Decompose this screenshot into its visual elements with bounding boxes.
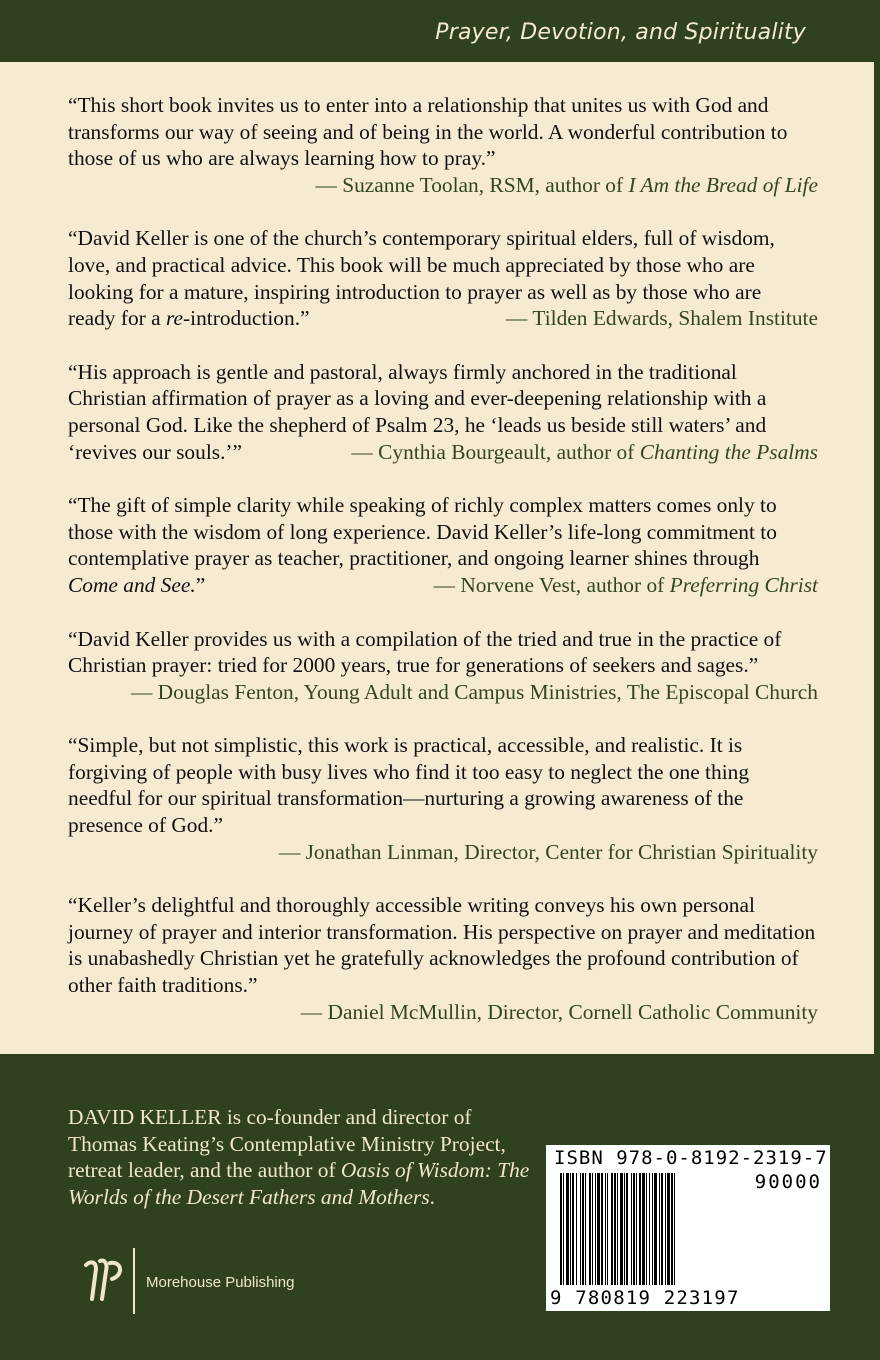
quote-last-line xyxy=(68,439,818,466)
barcode-bar xyxy=(605,1173,606,1285)
barcode-bar xyxy=(654,1173,657,1285)
endorsement-1 xyxy=(68,92,818,198)
barcode-bar xyxy=(639,1173,641,1285)
barcode-bar xyxy=(652,1173,653,1285)
quote-text-end-pre: ready for a xyxy=(68,306,166,331)
barcode-bar xyxy=(617,1173,618,1285)
quote-text-end-italic: Come and See. xyxy=(68,572,196,597)
quote-text-end xyxy=(68,572,205,599)
barcode-bar xyxy=(585,1173,586,1285)
bio-text: DAVID KELLER is co-founder and director of Thomas Keating’s Contemplative Ministry Project, retreat leader, and the author of xyxy=(68,1105,506,1183)
top-band xyxy=(0,0,880,62)
barcode-bar xyxy=(659,1173,660,1285)
barcode-bar xyxy=(589,1173,591,1285)
bio-end: . xyxy=(429,1184,436,1209)
ean-digits: 9 780819 223197 xyxy=(550,1287,740,1309)
barcode-bar xyxy=(580,1173,581,1285)
attribution-name: — Norvene Vest, author of xyxy=(433,572,670,597)
endorsement-2 xyxy=(68,225,818,331)
barcode-bar xyxy=(633,1173,635,1285)
barcode-bar xyxy=(642,1173,645,1285)
barcode-bar xyxy=(595,1173,596,1285)
isbn-text: ISBN 978-0-8192-2319-7 xyxy=(554,1147,828,1169)
quote-text-end-post: ” xyxy=(195,572,206,597)
quote-text-end-italic: re xyxy=(165,306,184,331)
barcode-bar xyxy=(570,1173,571,1285)
barcode-bar xyxy=(636,1173,637,1285)
endorsement-7 xyxy=(68,892,818,1025)
attribution-work: Chanting the Psalms xyxy=(639,439,818,464)
quote-text: “David Keller provides us with a compilation of the tried and true in the practice of Christian prayer: tried for 2000 years, true for generations of seekers and sages.” xyxy=(68,626,782,678)
quote-last-line xyxy=(68,305,818,332)
attribution-work: I Am the Bread of Life xyxy=(628,172,818,197)
quote-attribution xyxy=(434,572,818,599)
attribution-name: — Cynthia Bourgeault, author of xyxy=(351,439,640,464)
quote-text-end xyxy=(68,305,310,332)
publisher-logo-icon xyxy=(80,1255,126,1305)
barcode-bar xyxy=(646,1173,647,1285)
quote-text: “Simple, but not simplistic, this work is practical, accessible, and realistic. It is forgiving of people with busy lives who find it too easy to neglect the one thing needful for our spiritual transformation—nurturing a growing awareness of the presence of God.” xyxy=(68,733,750,838)
barcode-bar xyxy=(667,1173,670,1285)
attribution-name: — Suzanne Toolan, RSM, author of xyxy=(315,172,629,197)
isbn-barcode xyxy=(546,1145,830,1311)
barcode-bar xyxy=(582,1173,584,1285)
barcode-bar xyxy=(620,1173,623,1285)
series-label: Prayer, Devotion, and Spirituality xyxy=(435,20,806,45)
barcode-bar xyxy=(560,1173,562,1285)
quote-last-line xyxy=(68,572,818,599)
author-bio xyxy=(68,1104,538,1210)
barcode-bar xyxy=(607,1173,608,1285)
quote-attribution xyxy=(351,439,818,466)
barcode-bar xyxy=(576,1173,577,1285)
quote-attribution: — Daniel McMullin, Director, Cornell Catholic Community xyxy=(300,999,818,1024)
price-code: 90000 xyxy=(754,1171,822,1193)
barcode-bar xyxy=(665,1173,666,1285)
quote-text-end: ‘revives our souls.’” xyxy=(68,439,243,464)
barcode-bar xyxy=(614,1173,616,1285)
barcode-bar xyxy=(601,1173,603,1285)
quote-text: “Keller’s delightful and thoroughly accessible writing conveys his own personal journey of prayer and interior transformation. His perspective on prayer and meditation is unabashedly Christian yet he gratefully acknowledges the profound contribution of other faith traditions.” xyxy=(68,893,816,998)
barcode-bar xyxy=(674,1173,675,1285)
barcode-bar xyxy=(671,1173,673,1285)
barcode-bar xyxy=(626,1173,628,1285)
barcode-bar xyxy=(592,1173,593,1285)
publisher-name: Morehouse Publishing xyxy=(146,1274,295,1291)
barcode-bar xyxy=(649,1173,650,1285)
endorsement-4 xyxy=(68,492,818,598)
bio-book-title: Oasis of Wisdom: The Worlds of the Desert Fathers and Mothers xyxy=(68,1158,530,1209)
barcode-bar xyxy=(624,1173,625,1285)
quote-attribution xyxy=(68,172,818,199)
endorsement-5 xyxy=(68,626,818,706)
quote-text: “David Keller is one of the church’s contemporary spiritual elders, full of wisdom, love, and practical advice. This book will be much appreciated by those who are looking for a mature, inspiring introduction to prayer as well as by those who are xyxy=(68,226,775,304)
endorsements xyxy=(68,92,818,1052)
barcode-bars xyxy=(560,1173,736,1287)
quote-text-end-post: -introduction.” xyxy=(183,306,310,331)
quote-text: “This short book invites us to enter into a relationship that unites us with God and transforms our way of seeing and of being in the world. A wonderful contribution to those of us who are always learning how to pray.” xyxy=(68,93,788,171)
endorsement-6 xyxy=(68,732,818,865)
logo-divider xyxy=(133,1248,135,1314)
quote-text: “The gift of simple clarity while speaking of richly complex matters comes only to those with the wisdom of long experience. David Keller’s life-long commitment to contemplative prayer as teacher, practitioner, and ongoing learner shines through xyxy=(68,493,777,571)
barcode-bar xyxy=(572,1173,574,1285)
barcode-bar xyxy=(597,1173,600,1285)
attribution-work: Preferring Christ xyxy=(669,572,818,597)
quote-text: “His approach is gentle and pastoral, always firmly anchored in the traditional Christian affirmation of prayer as a loving and ever-deepening relationship with a personal God. Like the shepherd of Psalm 23, he ‘leads us beside still waters’ and xyxy=(68,359,767,437)
quote-attribution: — Jonathan Linman, Director, Center for Christian Spirituality xyxy=(278,839,818,864)
quote-attribution: — Douglas Fenton, Young Adult and Campus Ministries, The Episcopal Church xyxy=(130,679,818,704)
barcode-bar xyxy=(566,1173,569,1285)
barcode-bar xyxy=(563,1173,564,1285)
barcode-bar xyxy=(631,1173,632,1285)
barcode-bar xyxy=(661,1173,663,1285)
quote-attribution: — Tilden Edwards, Shalem Institute xyxy=(506,306,818,331)
barcode-bar xyxy=(611,1173,613,1285)
endorsement-3 xyxy=(68,359,818,465)
